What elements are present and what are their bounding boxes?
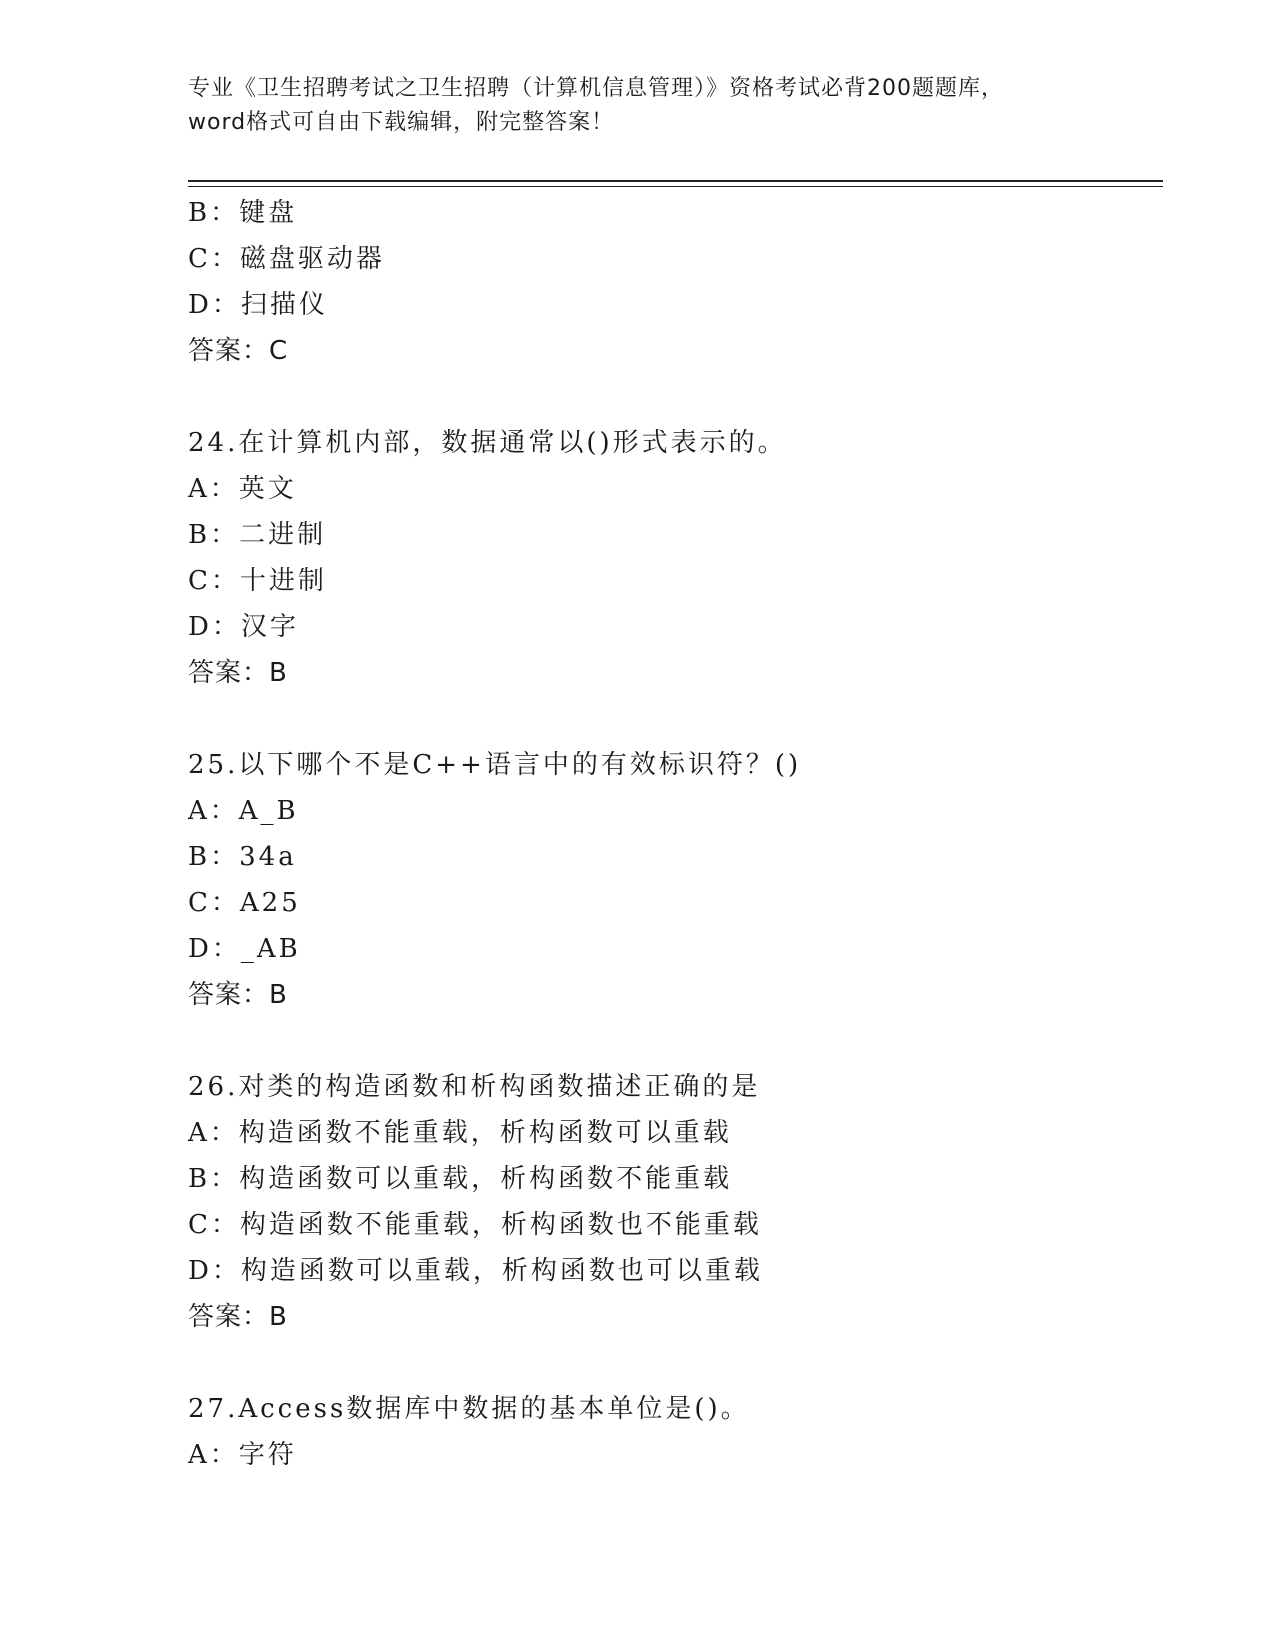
option-a: A：字符 [188, 1440, 297, 1470]
spacer [188, 1018, 1148, 1064]
spacer [188, 1340, 1148, 1386]
header-title-line-2: word格式可自由下载编辑，附完整答案！ [188, 110, 615, 135]
option-d: D：汉字 [188, 612, 299, 642]
option-b: B：键盘 [188, 198, 298, 228]
header-title-line-1: 专业《卫生招聘考试之卫生招聘（计算机信息管理）》资格考试必背200题题库， [188, 76, 1004, 101]
answer-line: 答案：B [188, 980, 288, 1010]
answer-line: 答案：C [188, 336, 289, 366]
question-block-24 [188, 420, 1148, 696]
question-text: 25.以下哪个不是C++语言中的有效标识符？() [188, 750, 802, 780]
spacer [188, 696, 1148, 742]
option-d: D：构造函数可以重载，析构函数也可以重载 [188, 1256, 763, 1286]
option-d: D：_AB [188, 934, 301, 964]
option-b: B：构造函数可以重载，析构函数不能重载 [188, 1164, 733, 1194]
question-list [188, 190, 1148, 1478]
option-a: A：英文 [188, 474, 297, 504]
header-divider-thin [188, 186, 1163, 187]
document-header [188, 72, 1088, 140]
question-block-27 [188, 1386, 1148, 1478]
option-b: B：34a [188, 842, 297, 872]
question-text: 27.Access数据库中数据的基本单位是()。 [188, 1394, 750, 1424]
answer-line: 答案：B [188, 658, 288, 688]
answer-line: 答案：B [188, 1302, 288, 1332]
option-a: A：构造函数不能重载，析构函数可以重载 [188, 1118, 732, 1148]
option-c: C：磁盘驱动器 [188, 244, 385, 274]
question-block-23 [188, 190, 1148, 374]
option-c: C：构造函数不能重载，析构函数也不能重载 [188, 1210, 762, 1240]
header-divider-thick [188, 180, 1163, 182]
question-block-25 [188, 742, 1148, 1018]
option-c: C：十进制 [188, 566, 327, 596]
question-text: 24.在计算机内部，数据通常以()形式表示的。 [188, 428, 787, 458]
spacer [188, 374, 1148, 420]
option-d: D：扫描仪 [188, 290, 328, 320]
option-a: A：A_B [188, 796, 299, 826]
option-c: C：A25 [188, 888, 301, 918]
option-b: B：二进制 [188, 520, 327, 550]
question-block-26 [188, 1064, 1148, 1340]
question-text: 26.对类的构造函数和析构函数描述正确的是 [188, 1072, 761, 1102]
